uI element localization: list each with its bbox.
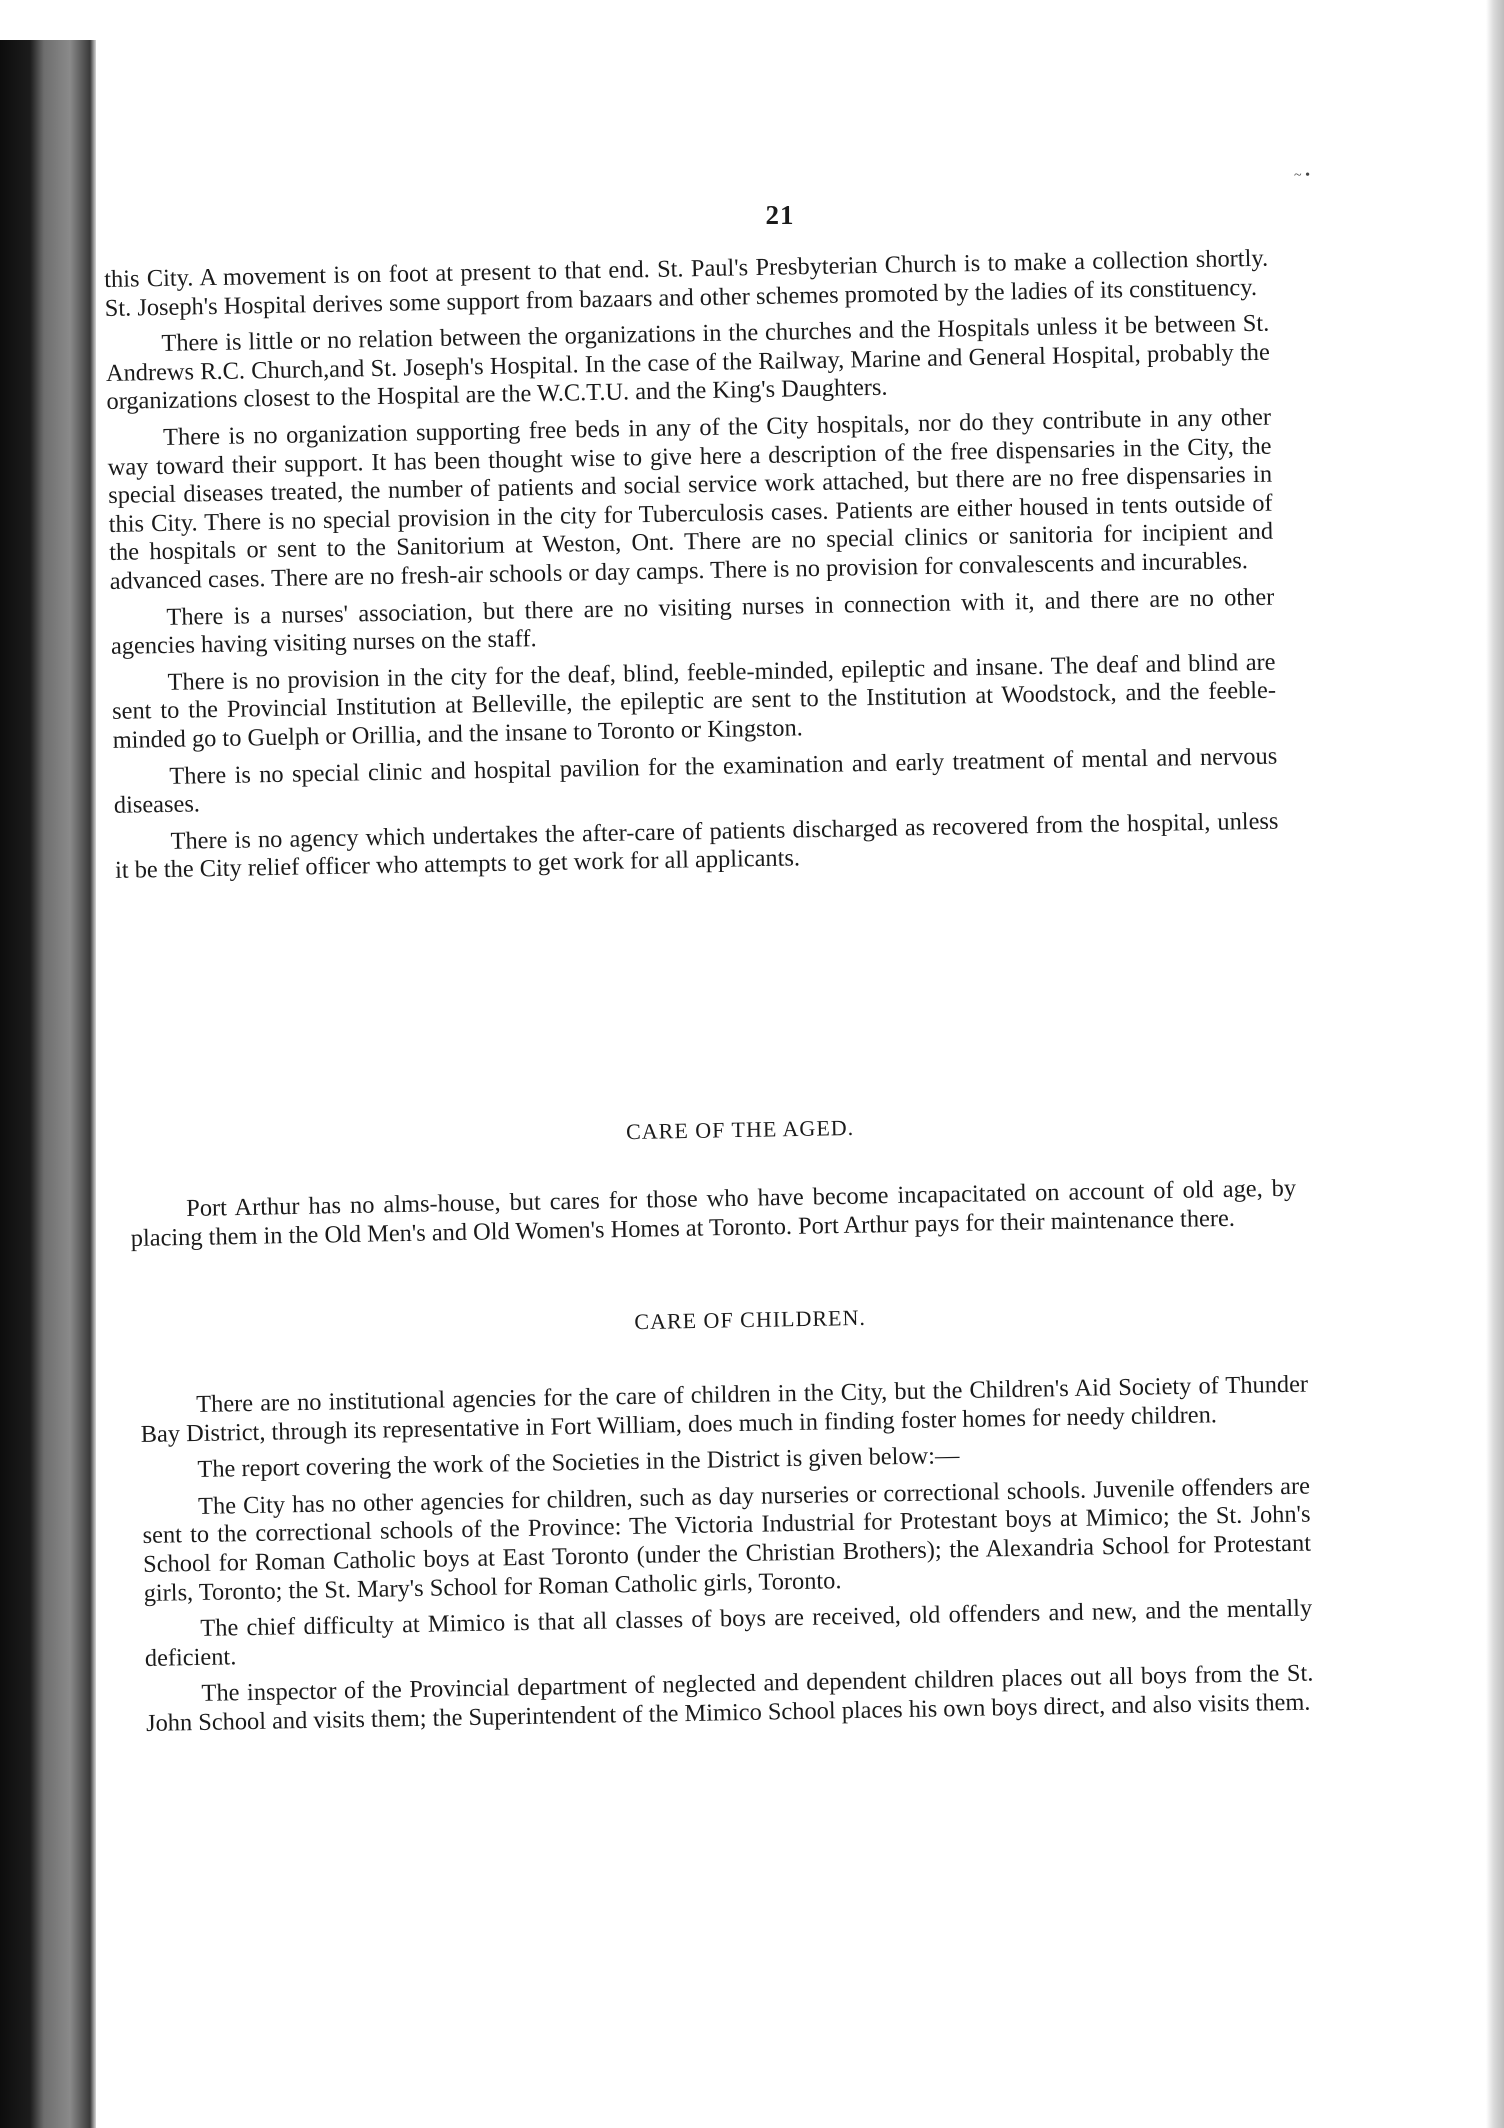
- paragraph: this City. A movement is on foot at present to that end. St. Paul's Presbyterian Church is to make a collection shortly. St. Joseph's Hospital derives some support from bazaars and other schemes promoted by the ladies of its constituency.: [104, 244, 1269, 322]
- paragraph: Port Arthur has no alms-house, but cares for those who have become incapacitated on account of old age, by placing them in the Old Men's and Old Women's Homes at Toronto. Port Arthur pays for their maintenance there.: [130, 1174, 1297, 1252]
- hospitals-section: [104, 245, 1279, 894]
- speck-mark: ~ •: [1294, 168, 1310, 183]
- paragraph: The City has no other agencies for children, such as day nurseries or correctional schools. Juvenile offenders are sent to the correctional schools of the Province: The Victoria Industrial for Protestant boys at Mimico; the St. John's School for Roman Catholic boys at East Toronto (under the Christian Brothers); the Alexandria School for Protestant girls, Toronto; the St. Mary's School for Roman Catholic girls, Toronto.: [142, 1472, 1312, 1607]
- paragraph: There is no agency which undertakes the after-care of patients discharged as recovered from the hospital, unless it be the City relief officer who attempts to get work for all applicants.: [114, 807, 1279, 885]
- page-number: 21: [765, 200, 795, 230]
- section-heading-aged: CARE OF THE AGED.: [625, 1114, 855, 1145]
- children-section: [140, 1371, 1314, 1747]
- paragraph: There is no organization supporting free beds in any of the City hospitals, nor do they contribute in any other way toward their support. It has been thought wise to give here a description of the free dispensaries in the City, the special diseases treated, the number of patients and social service work attached, but there are no free dispensaries in this City. There is no special provision in the city for Tuberculosis cases. Patients are either housed in tents outside of the hospitals or sent to the Sanitorium at Weston, Ont. There are no special clinics or sanitoria for incipient and advanced cases. There are no fresh-air schools or day camps. There is no provision for convalescents and incurables.: [107, 403, 1274, 595]
- document-page: [100, 0, 1460, 2128]
- scan-edge-top: [0, 0, 96, 40]
- paragraph: There is a nurses' association, but there are no visiting nurses in connection with it, and there are no other agencies having visiting nurses on the staff.: [110, 583, 1275, 661]
- paragraph: There is no provision in the city for the deaf, blind, feeble-minded, epileptic and insane. The deaf and blind are sent to the Provincial Institution at Belleville, the epileptic are sent to the Institution at Woodstock, and the feeble-minded go to Guelph or Orillia, and the insane to Toronto or Kingston.: [111, 648, 1277, 754]
- paragraph: There is no special clinic and hospital pavilion for the examination and early treatment of mental and nervous diseases.: [113, 742, 1278, 820]
- scan-edge-right: [1486, 0, 1504, 2128]
- aged-section: [130, 1175, 1297, 1262]
- scan-edge-left: [0, 0, 96, 2128]
- paragraph: There is little or no relation between the organizations in the churches and the Hospitals unless it be between St. Andrews R.C. Church,and St. Joseph's Hospital. In the case of the Railway, Marine and General Hospital, probably the organizations closest to the Hospital are the W.C.T.U. and the King's Daughters.: [105, 309, 1271, 416]
- paragraph: The chief difficulty at Mimico is that all classes of boys are received, old offenders and new, and the mentally deficient.: [144, 1594, 1313, 1672]
- paragraph: The inspector of the Provincial department of neglected and dependent children places out all boys from the St. John School and visits them; the Superintendent of the Mimico School places his own boys direct, and also visits them.: [145, 1659, 1314, 1737]
- paragraph: There are no institutional agencies for the care of children in the City, but the Children's Aid Society of Thunder Bay District, through its representative in Fort William, does much in finding foster homes for needy children.: [140, 1370, 1309, 1448]
- section-heading-children: CARE OF CHILDREN.: [634, 1304, 867, 1335]
- paragraph: The report covering the work of the Societies in the District is given below:—: [197, 1442, 960, 1484]
